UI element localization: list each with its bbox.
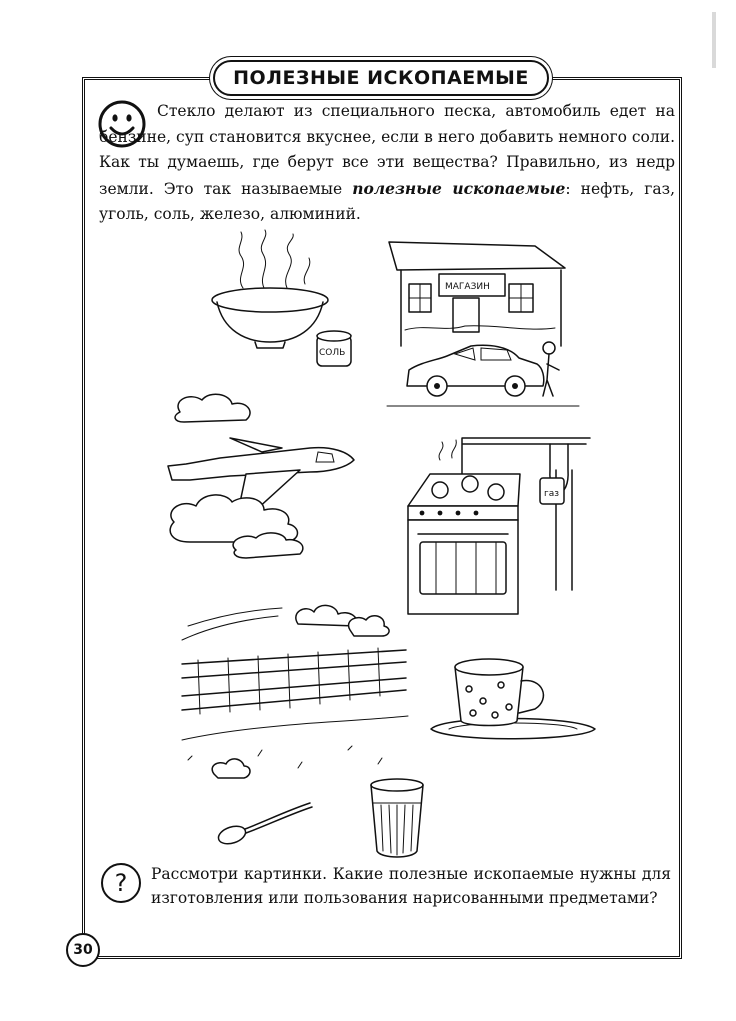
person xyxy=(543,342,559,396)
shop-sign-label: МАГАЗИН xyxy=(445,282,490,292)
spoon-illustration xyxy=(212,795,317,855)
cup-illustration xyxy=(425,655,600,755)
gas-stove-illustration xyxy=(400,430,595,620)
soup-bowl-illustration xyxy=(205,228,365,378)
gas-station-illustration xyxy=(385,238,580,408)
intro-text-2: : нефть, газ, уголь, соль, железо, алюминий. xyxy=(99,179,675,223)
airplane-illustration xyxy=(160,390,365,590)
gas-meter-label: газ xyxy=(544,489,560,499)
railway-illustration xyxy=(178,600,413,800)
intro-text-1: Стекло делают из специального песка, автомобиль едет на бензине, суп становится вкуснее, если в него добавить немного соли. Как ты думаешь, где берут все эти вещества? Правильно, из недр земли. Это так называемые xyxy=(99,102,675,198)
page-title: ПОЛЕЗНЫЕ ИСКОПАЕМЫЕ xyxy=(233,67,529,89)
page-number: 30 xyxy=(66,933,100,967)
car xyxy=(407,345,544,396)
title-banner xyxy=(213,60,549,96)
salt-jar-label: СОЛЬ xyxy=(319,348,346,358)
intro-term: полезные ископаемые xyxy=(352,178,566,198)
intro-paragraph xyxy=(99,99,675,228)
question-icon: ? xyxy=(101,863,141,903)
glass-illustration xyxy=(365,775,430,860)
scan-edge-mark xyxy=(712,12,716,68)
salt-jar xyxy=(317,331,351,366)
question-text: Рассмотри картинки. Какие полезные ископаемые нужны для изготовления или пользования нарисованными предметами? xyxy=(151,865,671,907)
